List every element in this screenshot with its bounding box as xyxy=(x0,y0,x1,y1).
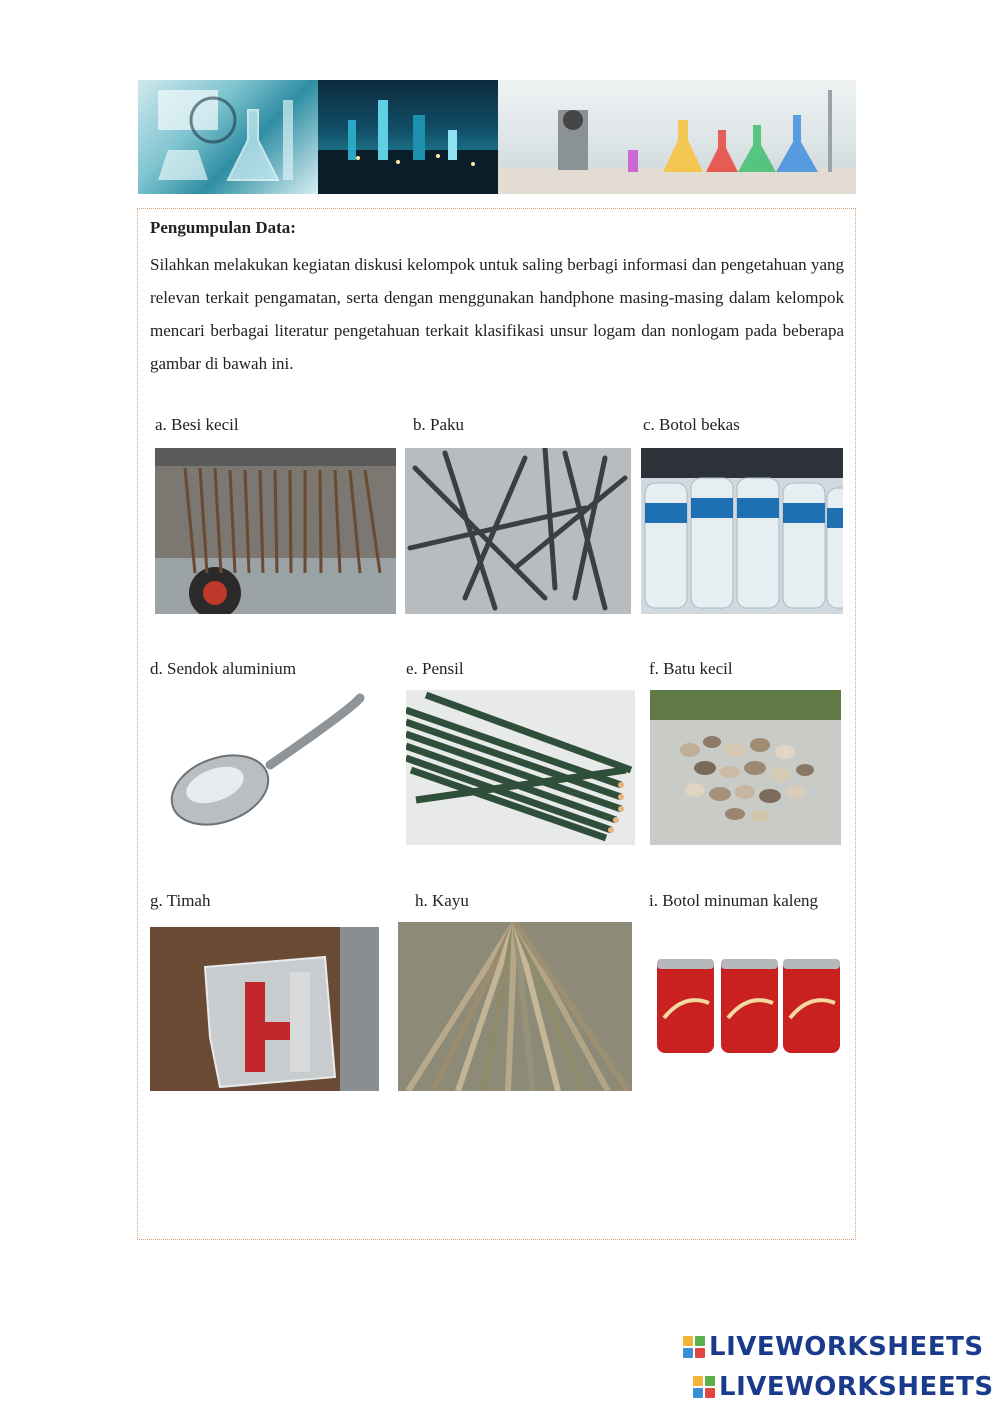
nails-photo xyxy=(405,448,631,614)
banner-lab-glassware-image xyxy=(138,80,318,194)
iron-rods-photo xyxy=(155,448,396,614)
pebbles-photo xyxy=(650,690,841,845)
liveworksheets-mark-icon xyxy=(683,1336,705,1358)
item-label-d: d. Sendok aluminium xyxy=(150,659,296,678)
item-label-c: c. Botol bekas xyxy=(643,415,740,434)
item-label-f: f. Batu kecil xyxy=(649,659,733,678)
wood-sticks-photo xyxy=(398,922,632,1091)
liveworksheets-logo xyxy=(683,1332,984,1362)
item-label-a: a. Besi kecil xyxy=(155,415,239,434)
soda-cans-photo xyxy=(654,953,844,1057)
section-heading: Pengumpulan Data: xyxy=(150,218,296,237)
foil-photo xyxy=(150,927,379,1091)
liveworksheets-mark-icon xyxy=(693,1376,715,1398)
item-label-g: g. Timah xyxy=(150,891,211,910)
item-label-e: e. Pensil xyxy=(406,659,464,678)
banner-refinery-image xyxy=(318,80,498,194)
item-label-i: i. Botol minuman kaleng xyxy=(649,891,819,910)
spoon-photo xyxy=(160,690,370,840)
instruction-paragraph: Silahkan melakukan kegiatan diskusi kelompok untuk saling berbagi informasi dan pengetahuan yang relevan terkait pengamatan, serta dengan menggunakan handphone masing-masing dalam kelompok mencari berbagai literatur pengetahuan terkait klasifikasi unsur logam dan nonlogam pada beberapa gambar di bawah ini. xyxy=(150,255,844,373)
plastic-bottles-photo xyxy=(641,448,843,614)
logo-text: LIVEWORKSHEETS xyxy=(719,1372,994,1402)
item-label-b: b. Paku xyxy=(413,415,464,434)
liveworksheets-logo-2 xyxy=(693,1372,994,1402)
header-banner xyxy=(138,80,856,194)
logo-text: LIVEWORKSHEETS xyxy=(709,1332,984,1362)
item-label-h: h. Kayu xyxy=(415,891,469,910)
pencils-photo xyxy=(406,690,635,845)
banner-lab-bench-image xyxy=(498,80,856,194)
